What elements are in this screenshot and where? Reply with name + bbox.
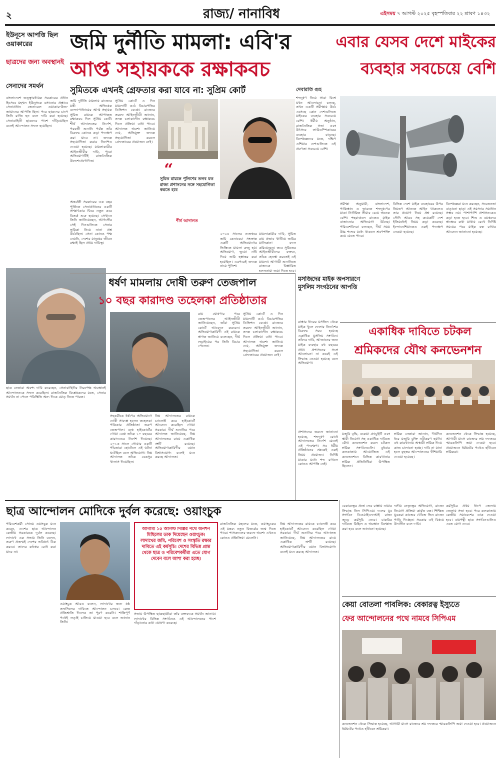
yunus-body-3: ছাত্র নেতারা অবশ্য দাবি করেছেন, সেনাবাহিনীর নিরপেক্ষ অবস্থানই আন্দোলনকে সফল করেছিল। রাজনৈতিক বিশ্লেষকদের মতে, সেনার সমর্থন না পেলে পরিস্থিতি অন্য দিকে মোড় নিতে পারত। — [6, 386, 106, 400]
union-body-2: শ্রমিক নেতারা জানান, দীর্ঘদিন ধরে মজুরি চুক্তি নবীকরণ হয়নি। বহু কারখানায় অস্থায়ী শ্রমিক দিয়ে কাজ চালানো হচ্ছে। দাবি না মানা হলে বৃহত্তর আন্দোলনের হুঁশিয়ারি দেওয়া হয়েছে। — [394, 432, 442, 459]
tejpal-headline: ১০ বছর কারাদণ্ড তহেলকা প্রতিষ্ঠাতার — [98, 294, 267, 307]
page-number: ২ — [6, 11, 12, 21]
jobless-body-right: কর্মসূচির প্রথম ধাপে জেলায় জেলায় সভা হবে। পরে কলকাতায় কেন্দ্রীয় সমাবেশের ডাক দেওয়া হবে। বামপন্থী ছাত্র সংগঠনগুলিও এতে যোগ দেবে। — [446, 504, 496, 527]
yunus-body-1: বাংলাদেশে তত্ত্বাবধায়ক সরকারের প্রধান হিসেবে মহম্মদ ইউনূসকে বসানোর প্রস্তাবে সেনাপ্রধান জেনারেল ওয়াকার-উজ-জামানের আপত্তি ছিল। পরে ছাত্রদের চাপে তিনি রাজি হন বলে দাবি করা হয়েছে। সেনাবাহিনী ছাত্রদের পাশে দাঁড়িয়েছিল বলেই আন্দোলন সফল হয়েছিল। — [6, 96, 68, 128]
header-rule — [5, 24, 495, 26]
protest-photo — [342, 630, 496, 720]
portrait-illustration — [220, 99, 295, 199]
mosque-body-2: প্রশাসনের তরফে জানানো হয়েছে, শব্দদূষণ রোধে আদালতের নির্দেশ মেনেই এই পদক্ষেপ। সব ধর্মীয় প্রতিষ্ঠানের ক্ষেত্রেই একই নিয়ম প্রযোজ্য। নির্দিষ্ট মাত্রার মধ্যে শব্দ রাখলে কোনও আপত্তি নেই। — [298, 430, 338, 467]
jobless-headline-red: ফের আন্দোলনের পথে নামবে সিপিএম — [342, 614, 456, 623]
tejpal-top-rule — [70, 273, 295, 274]
yunus-headline-red: ছাত্রদের জন্য অবস্থানই — [6, 58, 65, 66]
wangchuk-top-rule — [5, 500, 338, 501]
jobless-top-rule — [342, 596, 496, 597]
union-kicker: একাধিক দাবিতে চটকল — [368, 325, 472, 338]
union-body-1: মজুরি বৃদ্ধি, বকেয়া গ্র্যাচুইটি এবং স্থায়ী নিয়োগ সহ একাধিক দাবিতে যৌথ কনভেনশন করল চটকল শ্রমিক সংগঠনগুলি। বুধবার কলকাতায় আয়োজিত এই কনভেনশনে বিভিন্ন কারখানার শ্রমিক প্রতিনিধিরা উপস্থিত ছিলেন। — [342, 432, 390, 469]
pull-quote-attribution: শীর্ষ আদালত — [176, 218, 199, 223]
court-building-illustration — [158, 99, 218, 159]
jobless-headline: কেয়া বোতলা পাবলিক: বেকারত্ব ইস্যুতে — [342, 600, 460, 609]
supreme-court-photo — [158, 99, 218, 159]
jobless-body-mid: দলীয় নেতৃত্বের অভিযোগ, রাজ্যে নিয়োগ প্রক্রিয়া কার্যত বন্ধ। শিক্ষিত যুবকরা কাজের খোঁজে ভিন রাজ্যে পাড়ি দিচ্ছেন। সরকার এই বিষয়ে উদাসীন বলে দাবি। — [394, 504, 444, 527]
union-body-3: কনভেনশন থেকে সিদ্ধান্ত হয়েছে, আগামী মাসে রাজ্যের শ্রম দফতরে স্মারকলিপি জমা দেওয়া হবে। প্রয়োজনে ধর্মঘটের পথেও হাঁটবেন শ্রমিকরা। — [446, 432, 496, 455]
mosque-body-1: রাস্তার ধারের মসজিদ থেকে মাইক খুলে ফেলার নির্দেশের বিরুদ্ধে সরব হয়েছে একাধিক মুসলিম সংগঠন। তাঁদের দাবি, আজানের জন্য মাইক ব্যবহার বহু বছরের প্রথা। প্রশাসনের সঙ্গে আলোচনা না করেই এই সিদ্ধান্ত নেওয়া হয়েছে বলে অভিযোগ। — [298, 320, 338, 366]
wangchuk-body-4: রাজনৈতিক মহলের মতে, ওয়াংচুকের এই মন্তব্য নতুন বিতর্কের জন্ম দিতে পারে। শাসকদলের তরফে অবশ্য এখনও কোনও প্রতিক্রিয়া মেলেনি। — [220, 522, 276, 540]
mosque-headline: মসজিদের মাইক অপসারণে মুসলিম সংগঠনের আপত্তি — [298, 277, 360, 291]
page-section-title: রাজ্য/ নানাবিধ — [203, 7, 280, 22]
tejpal-kicker: ধর্ষণ মামলায় দোষী তরুণ তেজপাল — [108, 277, 257, 289]
union-top-rule — [340, 322, 496, 323]
quote-mark-icon: “ — [164, 160, 174, 179]
speaker-body-3: বিভিন্ন দেশে মাইক ব্যবহারের উপর নিয়ন্ত্রণ আনতে আইন থাকলেও তার প্রয়োগ নিয়ে প্রশ্ন রয়েছে। সৌদি আরব সহ কয়েকটি দেশ ইতিমধ্যেই নিয়ম কড়া করেছে। ইন্দোনেশিয়াতেও একই পদক্ষেপ নেওয়া হয়েছে। — [393, 202, 443, 234]
wangchuk-photo — [60, 522, 130, 600]
speaker-body-2: সমীক্ষা অনুযায়ী, বাংলাদেশ, পাকিস্তান ও ভারতে শব্দদূষণের মাত্রা নির্ধারিত সীমার চেয়ে অনেক বেশি। শহরাঞ্চলে রাতেও মাইক বাজানোর অভিযোগ উঠছে। পরিবেশবিদরা বলছেন, দীর্ঘ সময় উচ্চ শব্দের মধ্যে থাকলে শ্রবণশক্তি কমে যেতে পারে। — [340, 202, 390, 239]
top-story-col-4: মামলাকারীর দাবি, সুমিত রায় প্রভাব খাটিয়ে জমির মালিকানা বদল করিয়েছেন। তবে সুমিতের আইনজীবীদের বক্তব্য, তাঁকে হেনস্থা করতেই এই মামলা। আগামী শুনানিতে রাজ্যকে বিস্তারিত হলফনামা জমা দিতে হবে। — [259, 232, 296, 272]
top-story-col-1: জমি দুর্নীতি মামলায় রাজ্যের মন্ত্রী অভিষেক বন্দ্যোপাধ্যায়ের আপ্ত সহায়ক সুমিত রায়কে আপাতত রক্ষাকবচ দিল সুপ্রিম কোর্ট। শীর্ষ আদালতের নির্দেশ, পরবর্তী শুনানি পর্যন্ত তাঁর বিরুদ্ধে কোনও কড়া পদক্ষেপ করা যাবে না। তদন্তে সহযোগিতা করার নির্দেশও দেওয়া হয়েছে। মামলাকারীর আইনজীবীর দাবি, পুরো অভিযোগটিই রাজনৈতিক উদ্দেশ্যপ্রণোদিত। — [70, 99, 112, 163]
portrait-illustration — [60, 522, 130, 600]
wangchuk-body-1: পরিবেশকর্মী সোনম ওয়াংচুক মনে করেন, দেশের ছাত্র আন্দোলন কেন্দ্রীয় সরকারকে দুর্বল করেছে। লাদাখে এক সভায় তিনি বলেন, তরুণ প্রজন্মই দেশের ভবিষ্যৎ ঠিক করবে। তাদের কণ্ঠস্বর রোধ করা যাবে না। — [6, 522, 56, 554]
top-story-headline-line1: জমি দুর্নীতি মামলা: এবি'র — [70, 30, 291, 54]
speaker-byline: দেবারতি গুহ — [296, 87, 322, 93]
tejpal-body-3: রায় ঘোষণার পরে তেজপালের আইনজীবী জানিয়েছেন, তাঁরা সুপ্রিম কোর্টে আবেদন করবেন। অভিযোগকারিণী এই রায়কে স্বাগত জানিয়ে বলেছেন, দীর্ঘ লড়াইয়ের পর তিনি বিচার পেলেন। — [198, 312, 240, 349]
union-convention-photo — [342, 360, 495, 430]
top-story-col-3: ২০২৪ সালের নভেম্বরে জমি কেনাবেচা সংক্রান্ত একটি অভিযোগের ভিত্তিতে মামলা রুজু হয়। অভিযোগ, ভুয়ো নথি দিয়ে জমি হস্তান্তর করা হয়েছিল। এরপরেই তদন্তে নামে পুলিশ। — [220, 232, 257, 269]
tejpal-body-4: সুপ্রিম কোর্টে এ দিন মামলাটি ওঠে বিচারপতির ডিভিশন বেঞ্চে। রাজ্যের তরফে আইনজীবী জানান, তদন্ত চলাকালীন রক্ষাকবচ দিলে প্রক্রিয়া বাধা পাবে। আদালত অবশ্য জানিয়ে দেয়, অভিযুক্ত তদন্তে সহযোগিতা করলে গ্রেফতারের প্রয়োজন নেই। — [243, 312, 283, 358]
wangchuk-body-3: সভায় উপস্থিত ছাত্রছাত্রীরা তাঁর বক্তব্যকে সমর্থন জানায়। লাদাখের বিভিন্ন সংগঠনও এই আন্দোলনের পাশে দাঁড়ানোর কথা ঘোষণা করেছে। — [134, 612, 216, 626]
top-story-headline-line2: আপ্ত সহায়ককে রক্ষাকবচ — [70, 57, 270, 81]
tejpal-body-1: সহকর্মীকে ধর্ষণের অভিযোগে দোষী সাব্যস্ত হলেন তহেলকা পত্রিকার প্রতিষ্ঠাতা তরুণ তেজপাল। বম্বে হাইকোর্টের গোয়া বেঞ্চ তাঁকে ১০ বছরের কারাদণ্ডের নির্দেশ দিয়েছে। ২০১৩ সালে গোয়ার একটি পাঁচতারা হোটেলে এই ঘটনা ঘটেছিল বলে অভিযোগ। নিম্ন আদালত তাঁকে বেকসুর খালাস দিয়েছিল। — [110, 414, 152, 464]
wangchuk-highlight-box — [134, 522, 218, 610]
date-text: ৭ আগস্ট ২০২৫ বৃহস্পতিবার ২২ শ্রাবণ ১৪৩২ — [397, 11, 491, 17]
meeting-illustration — [342, 360, 495, 430]
tejpal-photo — [110, 312, 190, 412]
speaker-body-1: শব্দদূষণ নিয়ে সারা বিশ্বে যখন আলোচনা চলছে, তখন একটি সমীক্ষায় উঠে এসেছে কোন দেশগুলিতে মাইকের ব্যবহার সবচেয়ে বেশি। ধর্মীয় অনুষ্ঠান, রাজনৈতিক সভা এবং উৎসবে লাউডস্পিকারের ব্যবহার বাড়ছে। বিশেষজ্ঞদের মতে, দক্ষিণ এশিয়ার দেশগুলিতে এই প্রবণতা সবচেয়ে বেশি। — [296, 96, 336, 151]
loudspeaker-photo — [340, 96, 496, 200]
jobless-body-left: বেকারত্বের প্রশ্নে ফের রাস্তায় নামার সিদ্ধান্ত নিল সিপিএম। দলের যুব সংগঠন ডিওয়াইএফআই রাজ্য জুড়ে কর্মসূচি নেবে। চাকরির দাবিতে মিছিল ও অবস্থান বিক্ষোভ করা হবে বলে জানানো হয়েছে। — [342, 504, 392, 531]
masthead-logo: এইসময় — [380, 11, 396, 17]
yunus-headline: সেনাদের সমর্থন — [6, 83, 44, 90]
jobless-body-bottom: কনভেনশন থেকে সিদ্ধান্ত হয়েছে, আগামী মাসে রাজ্যের শ্রম দফতরে স্মারকলিপি জমা দেওয়া হবে। প্রয়োজনে ধর্মঘটের পথেও হাঁটবেন শ্রমিকরা। — [342, 722, 496, 731]
top-story-subhead: সুমিতকে এখনই গ্রেফতার করা যাবে না: সুপ্রিম কোর্ট — [70, 86, 246, 96]
speaker-headline: ব্যবহার সবচেয়ে বেশি — [360, 59, 496, 78]
yunus-kicker: ইউনূসে আপত্তি ছিল ওয়াকারের — [6, 31, 59, 48]
wangchuk-box-text: আগামী ১৫ আগস্ট দিল্লির পথে অনশন মিছিলের ডাক দিয়েছেন ওয়াংচুক। লাদাখের জমি, পরিবেশ ও সংস্কৃতি রক্ষার দাবিতে এই কর্মসূচি। দেশের বিভিন্ন প্রান্ত থেকে ছাত্র ও পরিবেশকর্মীরা এতে যোগ দেবেন বলে আশা করা হচ্ছে। — [140, 527, 212, 562]
column-divider — [339, 500, 340, 758]
protest-illustration — [342, 630, 496, 720]
union-headline: শ্রমিকদের যৌথ কনভেনশন — [354, 343, 482, 357]
tejpal-body-2: নিম্ন আদালতের রায়কে চ্যালেঞ্জ করে হাইকোর্টে আবেদন করেছিল গোয়া সরকার। দীর্ঘ শুনানির পরে আদালত জানিয়েছে, নিম্ন আদালতের রায়ে একাধিক ত্রুটি রয়েছে। অভিযোগকারিণীর বয়ান বিশ্বাসযোগ্য বলেই মনে করছে আদালত। — [155, 414, 195, 460]
sumit-roy-photo — [220, 99, 295, 199]
speaker-headline-red: এবার যেসব দেশে মাইকের — [335, 33, 496, 51]
portrait-illustration — [110, 312, 190, 412]
header-date-line — [380, 9, 496, 19]
speaker-body-4: বিশেষজ্ঞরা মনে করছেন, সচেতনতা বাড়ানো ছাড়া এই সমস্যার সমাধান সম্ভব নয়। পাশাপাশি প্রশাসনকেও কড়া হতে হবে। শিশু ও বয়স্কদের স্বাস্থ্যের কথা মাথায় রেখে নির্দিষ্ট সময়ের পরে মাইক বন্ধ রাখার আবেদন জানানো হয়েছে। — [446, 202, 496, 234]
column-divider — [295, 273, 296, 501]
wangchuk-headline: ছাত্র আন্দোলন মোদিকে দুর্বল করেছে: ওয়াংচুক — [6, 504, 222, 518]
top-story-col-2: সুপ্রিম কোর্টে এ দিন মামলাটি ওঠে বিচারপতির ডিভিশন বেঞ্চে। রাজ্যের তরফে আইনজীবী জানান, তদন্ত চলাকালীন রক্ষাকবচ দিলে প্রক্রিয়া বাধা পাবে। আদালত অবশ্য জানিয়ে দেয়, অভিযুক্ত তদন্তে সহযোগিতা করলে গ্রেফতারের প্রয়োজন নেই। — [115, 99, 155, 145]
loudspeaker-illustration — [340, 96, 496, 200]
wangchuk-body-5: নিম্ন আদালতের রায়কে চ্যালেঞ্জ করে হাইকোর্টে আবেদন করেছিল গোয়া সরকার। দীর্ঘ শুনানির পরে আদালত জানিয়েছে, নিম্ন আদালতের রায়ে একাধিক ত্রুটি রয়েছে। অভিযোগকারিণীর বয়ান বিশ্বাসযোগ্য বলেই মনে করছে আদালত। — [280, 522, 336, 554]
pull-quote: সুমিত রায়কে পুলিশের তলব মত রাজ্য প্রশাসনের সঙ্গে সহযোগিতা করতে হবে — [160, 176, 215, 193]
yunus-body-2: অন্তর্বর্তী সরকারের এক বছর পূর্তিতে সেনাপ্রধানের একটি সাক্ষাৎকার ঘিরে নতুন করে বিতর্ক শুরু হয়েছে। সেখানে তিনি জানিয়েছেন, আগস্টের সেই দিনগুলিতে সেনার ভূমিকা নিয়ে নানা প্রশ্ন উঠেছিল। সেনা কোনও পক্ষ নেয়নি, দেশের মানুষের জীবন রক্ষাই ছিল প্রথম দায়িত্ব। — [70, 200, 112, 246]
wangchuk-body-2: ওয়াংচুক আরও বলেন, লাদাখের জন্য ষষ্ঠ তফসিলের দাবিতে আন্দোলন চলবে। কেন্দ্র প্রতিশ্রুতি দিলেও তা পূরণ করেনি। শান্তিপূর্ণ পথেই লড়াই চালিয়ে যাওয়া হবে বলে জানান তিনি। — [60, 602, 130, 625]
